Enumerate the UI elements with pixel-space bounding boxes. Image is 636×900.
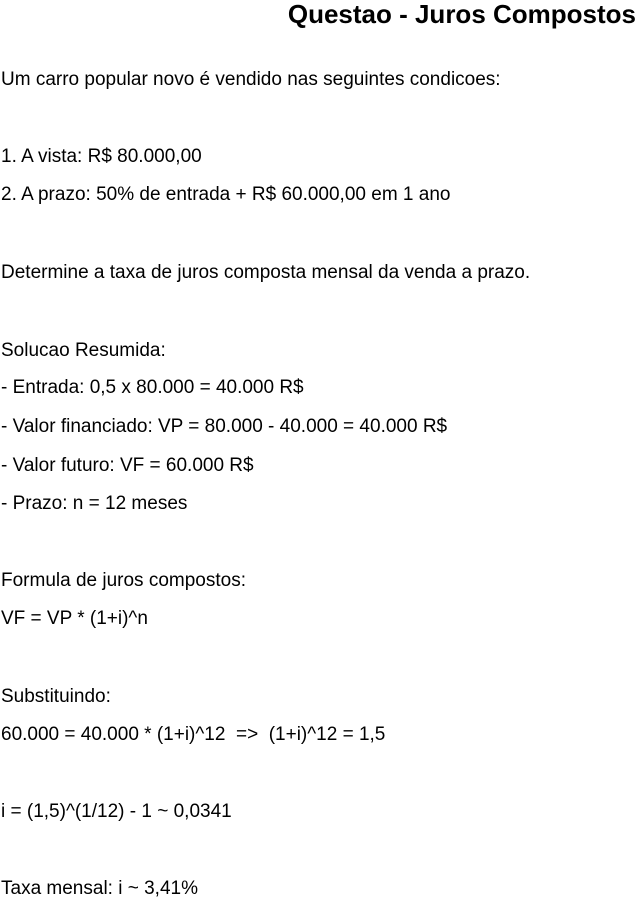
solution-heading: Solucao Resumida:	[1, 340, 166, 361]
substitution-line: 60.000 = 40.000 * (1+i)^12 => (1+i)^12 = 1,5	[1, 724, 386, 745]
financed-value-line: - Valor financiado: VP = 80.000 - 40.000 = 40.000 R$	[1, 416, 448, 437]
document-title: Questao - Juros Compostos	[287, 0, 636, 29]
option-cash: 1. A vista: R$ 80.000,00	[1, 146, 202, 167]
term-line: - Prazo: n = 12 meses	[1, 493, 188, 514]
rate-calculation-line: i = (1,5)^(1/12) - 1 ~ 0,0341	[1, 801, 232, 822]
down-payment-line: - Entrada: 0,5 x 80.000 = 40.000 R$	[1, 377, 304, 398]
substitution-heading: Substituindo:	[1, 686, 111, 707]
option-installment: 2. A prazo: 50% de entrada + R$ 60.000,00 em 1 ano	[1, 184, 451, 205]
formula-heading: Formula de juros compostos:	[1, 570, 246, 591]
question-text: Determine a taxa de juros composta mensal da venda a prazo.	[1, 262, 531, 283]
intro-text: Um carro popular novo é vendido nas seguintes condicoes:	[1, 69, 501, 90]
monthly-rate-result: Taxa mensal: i ~ 3,41%	[1, 878, 198, 899]
future-value-line: - Valor futuro: VF = 60.000 R$	[1, 455, 254, 476]
formula-line: VF = VP * (1+i)^n	[1, 608, 148, 629]
